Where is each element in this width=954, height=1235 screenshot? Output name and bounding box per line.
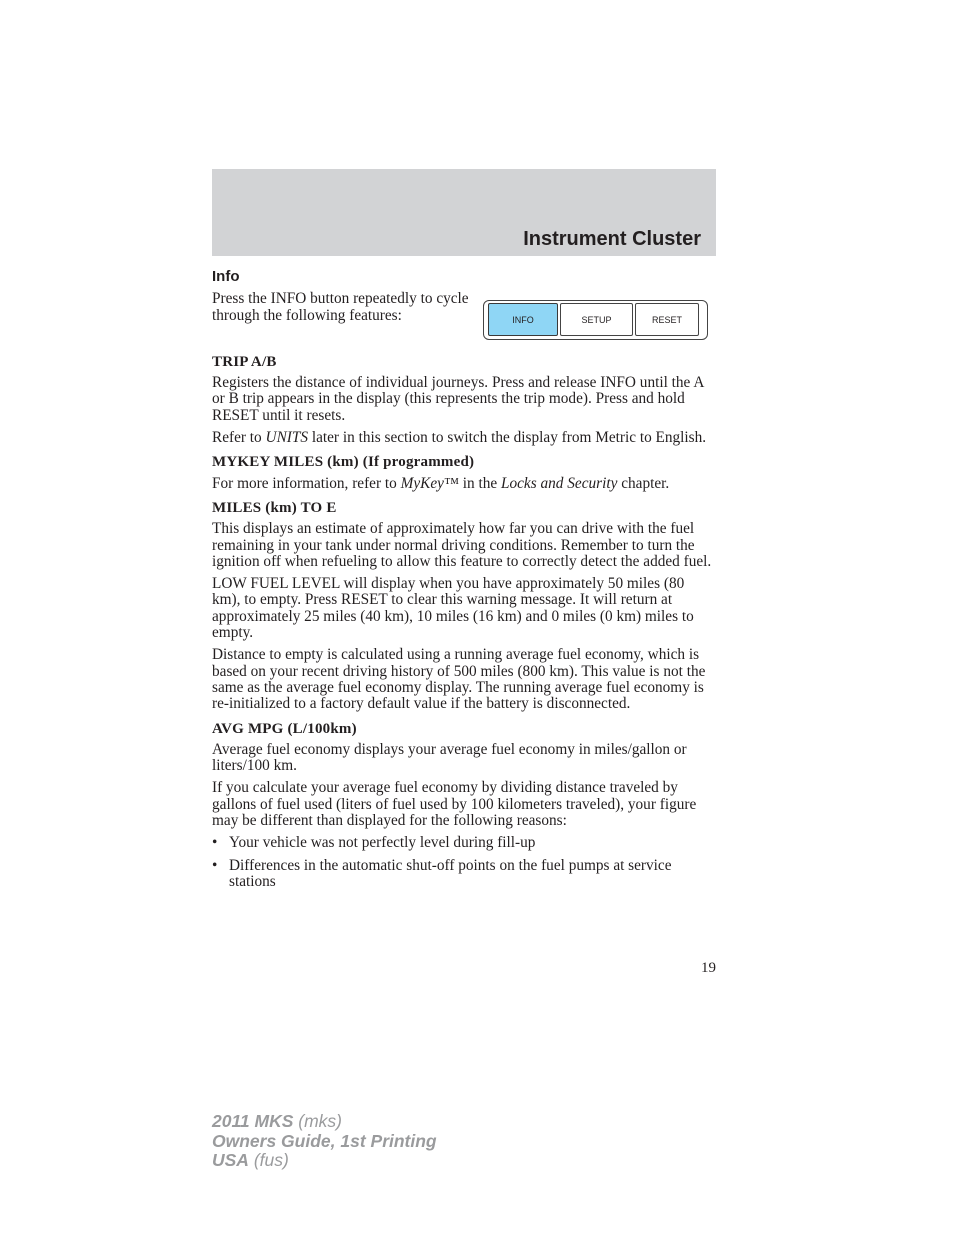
footer-model: 2011 MKS [212,1111,294,1131]
mykey-heading: MYKEY MILES (km) (If programmed) [212,454,475,471]
footer-market: USA [212,1150,249,1170]
chapter-title: Instrument Cluster [523,228,701,250]
miles-to-e-paragraph-3: Distance to empty is calculated using a running average fuel economy, which is based on your recent driving history of 500 miles (800 km). This value is not the same as the average fuel economy display. The running average fuel economy is re-initialized to a factory default value if the battery is disconnected. [212,646,706,713]
footer-line-2 [212,1132,437,1152]
trip-heading: TRIP A/B [212,353,277,370]
page-number: 19 [701,960,716,976]
list-item-text: Differences in the automatic shut-off points on the fuel pumps at service stations [229,856,672,890]
text-run: Refer to [212,429,266,447]
miles-to-e-paragraph-2: LOW FUEL LEVEL will display when you have approximately 50 miles (80 km), to empty. Press RESET to clear this warning message. It will return at approximately 25 miles (40 km), 10 miles (16 km) and 0 miles (0 km) miles to empty. [212,575,694,642]
text-run: chapter. [617,474,670,492]
list-item-text: Your vehicle was not perfectly level during fill-up [229,834,536,852]
trip-paragraph-2 [212,430,716,446]
page-content [212,266,716,896]
footer-line-3 [212,1151,437,1171]
setup-button: SETUP [560,303,633,336]
section-title: Info [212,268,240,285]
text-run: For more information, refer to [212,474,401,492]
footer [212,1112,437,1171]
avg-mpg-heading: AVG MPG (L/100km) [212,720,357,737]
list-item [212,835,716,851]
bullet-icon: • [212,856,218,874]
list-item [212,858,716,891]
text-run: later in this section to switch the display from Metric to English. [308,429,707,447]
miles-to-e-paragraph-1: This displays an estimate of approximately how far you can drive with the fuel remaining in your tank under normal driving conditions. Remember to turn the ignition off when refueling to allow this feature to correctly detect the added fuel. [212,520,712,570]
info-button: INFO [488,303,558,336]
footer-market-code: (fus) [248,1150,289,1170]
bullet-icon: • [212,834,218,852]
mykey-reference: MyKey™ [400,474,459,492]
locks-security-reference: Locks and Security [500,474,618,492]
reasons-list [212,835,716,890]
header-band [212,169,716,256]
trip-paragraph-1: Registers the distance of individual journeys. Press and release INFO until the A or B trip appears in the display (this represents the trip mode). Press and hold RESET until it resets. [212,374,704,424]
footer-model-code: (mks) [293,1111,342,1131]
mykey-paragraph [212,476,716,492]
avg-mpg-paragraph-1: Average fuel economy displays your average fuel economy in miles/gallon or liters/100 km. [212,740,687,775]
text-run: in the [458,474,501,492]
units-reference: UNITS [265,429,309,447]
miles-to-e-heading: MILES (km) TO E [212,499,337,516]
reset-button: RESET [635,303,699,336]
footer-guide: Owners Guide, 1st Printing [212,1130,437,1151]
footer-line-1 [212,1112,437,1132]
avg-mpg-paragraph-2: If you calculate your average fuel economy by dividing distance traveled by gallons of fuel used (liters of fuel used by 100 kilometers traveled), your figure may be different than displayed for the following reasons: [212,779,697,830]
intro-paragraph: Press the INFO button repeatedly to cycle through the following features: [212,290,469,324]
